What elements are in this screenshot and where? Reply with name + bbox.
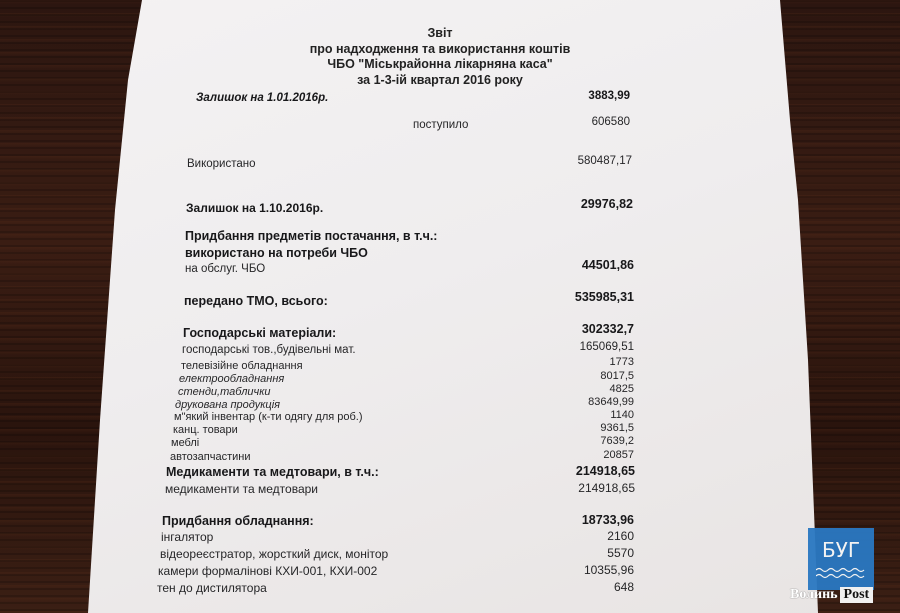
equipment-item-label: камери формалінові КХИ-001, КХИ-002 bbox=[158, 564, 378, 578]
service-value: 44501,86 bbox=[581, 258, 634, 272]
title-line: ЧБО "Міськрайонна лікарняна каса" bbox=[327, 57, 553, 71]
used-value: 580487,17 bbox=[577, 155, 632, 167]
opening-balance-value: 3883,99 bbox=[588, 90, 630, 102]
household-item-label: канц. товари bbox=[173, 424, 238, 436]
household-item-value: 7639,2 bbox=[600, 435, 634, 447]
closing-balance-label: Залишок на 1.10.2016р. bbox=[186, 201, 324, 215]
waves-icon bbox=[816, 566, 866, 582]
household-item-value: 165069,51 bbox=[579, 341, 634, 353]
opening-balance-label: Залишок на 1.01.2016р. bbox=[196, 92, 329, 104]
title-line: про надходження та використання коштів bbox=[309, 41, 571, 56]
logo-text: БУГ bbox=[821, 538, 861, 562]
household-total: 302332,7 bbox=[581, 322, 634, 336]
equipment-item-value: 10355,96 bbox=[583, 563, 634, 577]
equipment-item-label: відеореєстратор, жорсткий диск, монітор bbox=[160, 547, 389, 561]
medicines-item-value: 214918,65 bbox=[578, 481, 635, 495]
received-value: 606580 bbox=[591, 116, 630, 128]
household-item-label: меблі bbox=[171, 437, 200, 449]
household-item-value: 83649,99 bbox=[588, 396, 634, 408]
household-item-value: 9361,5 bbox=[600, 422, 634, 434]
household-item-value: 1140 bbox=[610, 409, 634, 421]
equipment-heading: Придбання обладнання: bbox=[162, 514, 314, 528]
closing-balance-value: 29976,82 bbox=[580, 197, 633, 211]
household-item-label: друкована продукція bbox=[175, 399, 281, 411]
used-label: Використано bbox=[187, 158, 256, 170]
bug-logo bbox=[808, 528, 874, 590]
household-item-label: електрообладнання bbox=[179, 373, 285, 385]
received-label: поступило bbox=[413, 119, 469, 131]
supplies-heading: Придбання предметів постачання, в т.ч.: bbox=[185, 229, 438, 243]
equipment-item-value: 5570 bbox=[607, 546, 634, 560]
transferred-value: 535985,31 bbox=[574, 290, 634, 304]
title-line: за 1-3-ій квартал 2016 року bbox=[357, 72, 523, 87]
household-item-value: 1773 bbox=[609, 356, 634, 368]
title-line: Звіт bbox=[427, 26, 453, 40]
equipment-item-label: інгалятор bbox=[161, 530, 214, 544]
household-item-value: 8017,5 bbox=[600, 370, 634, 382]
equipment-item-value: 2160 bbox=[607, 529, 634, 543]
medicines-total: 214918,65 bbox=[575, 464, 635, 478]
household-item-value: 20857 bbox=[603, 449, 634, 461]
household-item-label: м"який інвентар (к-ти одягу для роб.) bbox=[174, 411, 363, 423]
household-item-label: стенди,таблички bbox=[178, 386, 271, 398]
medicines-heading: Медикаменти та медтовари, в т.ч.: bbox=[166, 465, 379, 479]
household-item-label: телевізійне обладнання bbox=[181, 360, 303, 372]
household-item-value: 4825 bbox=[609, 383, 634, 395]
brand-part1: Волинь bbox=[790, 587, 838, 602]
medicines-item-label: медикаменти та медтовари bbox=[165, 482, 318, 496]
service-label: на обслуг. ЧБО bbox=[185, 263, 266, 275]
transferred-label: передано ТМО, всього: bbox=[184, 294, 328, 308]
equipment-item-label: тен до дистилятора bbox=[157, 581, 267, 595]
household-item-label: господарські тов.,будівельні мат. bbox=[182, 344, 356, 356]
household-item-label: автозапчастини bbox=[170, 451, 251, 463]
equipment-item-value: 648 bbox=[613, 580, 634, 594]
report-title bbox=[280, 26, 600, 88]
brand-part2: Post bbox=[840, 587, 874, 603]
equipment-total: 18733,96 bbox=[581, 513, 634, 527]
volyn-post-watermark bbox=[790, 587, 873, 603]
supplies-subheading: використано на потреби ЧБО bbox=[185, 246, 368, 260]
household-heading: Господарські матеріали: bbox=[183, 326, 337, 340]
